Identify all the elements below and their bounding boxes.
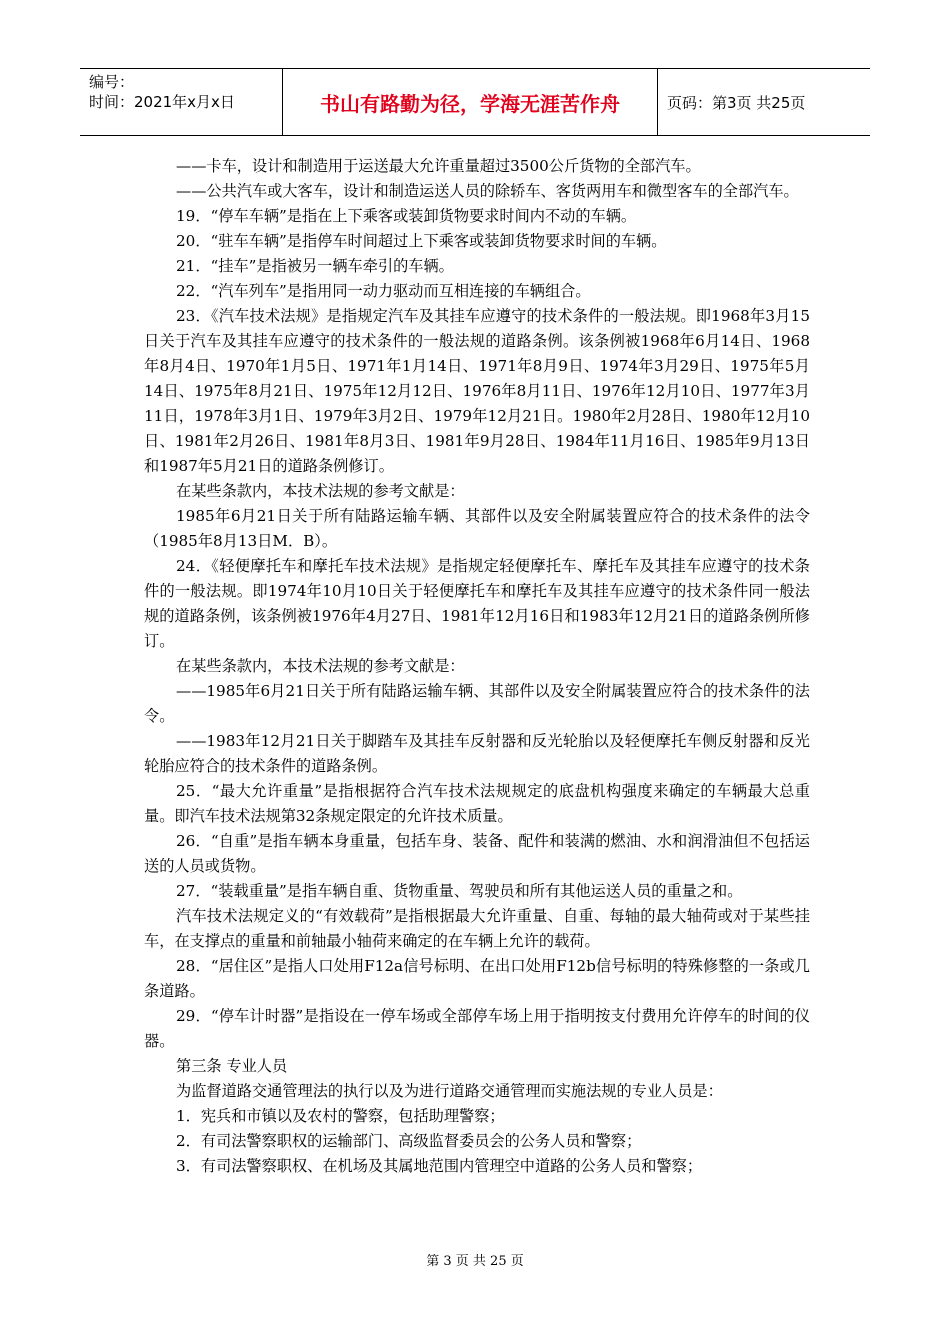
page-header <box>80 68 870 136</box>
paragraph: 24．《轻便摩托车和摩托车技术法规》是指规定轻便摩托车、摩托车及其挂车应遵守的技术条件的一般法规。即1974年10月10日关于轻便摩托车和摩托车及其挂车应遵守的技术条件同一般法规的道路条例，该条例被1976年4月27日、1981年12月16日和1983年12月21日的道路条例所修订。 <box>144 557 810 650</box>
paragraph: 27．“装载重量”是指车辆自重、货物重量、驾驶员和所有其他运送人员的重量之和。 <box>176 882 743 900</box>
paragraph: ——卡车，设计和制造用于运送最大允许重量超过3500公斤货物的全部汽车。 <box>176 157 701 175</box>
paragraph: ——1985年6月21日关于所有陆路运输车辆、其部件以及安全附属装置应符合的技术条件的法令。 <box>144 682 810 725</box>
paragraph: 为监督道路交通管理法的执行以及为进行道路交通管理而实施法规的专业人员是： <box>176 1082 723 1100</box>
document-date-label: 时间：2021年x月x日 <box>89 93 235 111</box>
header-motto: 书山有路勤为径，学海无涯苦作舟 <box>283 69 658 135</box>
paragraph: 21．“挂车”是指被另一辆车牵引的车辆。 <box>176 257 454 275</box>
document-number-label: 编号： <box>89 73 135 91</box>
paragraph: 25．“最大允许重量”是指根据符合汽车技术法规规定的底盘机构强度来确定的车辆最大总重量。即汽车技术法规第32条规定限定的允许技术质量。 <box>144 782 810 825</box>
section-heading: 第三条 专业人员 <box>176 1057 288 1075</box>
page-footer: 第 3 页 共 25 页 <box>426 1254 524 1269</box>
paragraph: 29．“停车计时器”是指设在一停车场或全部停车场上用于指明按支付费用允许停车的时间的仪器。 <box>144 1007 810 1050</box>
paragraph: 22．“汽车列车”是指用同一动力驱动而互相连接的车辆组合。 <box>176 282 591 300</box>
paragraph: 23．《汽车技术法规》是指规定汽车及其挂车应遵守的技术条件的一般法规。即1968年3月15日关于汽车及其挂车应遵守的技术条件的一般法规的道路条例。该条例被1968年6月14日、1968年8月4日、1970年1月5日、1971年1月14日、1971年8月9日、1974年3月29日、1975年5月14日、1975年8月21日、1975年12月12日、1976年8月11日、1976年12月10日、1977年3月11日，1978年3月1日、1979年3月2日、1979年12月21日。1980年2月28日、1980年12月10日、1981年2月26日、1981年8月3日、1981年9月28日、1984年11月16日、1985年9月13日和1987年5月21日的道路条例修订。 <box>144 307 810 475</box>
paragraph: 在某些条款内，本技术法规的参考文献是： <box>176 657 465 675</box>
paragraph: 在某些条款内，本技术法规的参考文献是： <box>176 482 465 500</box>
header-meta <box>80 69 283 135</box>
paragraph: 1985年6月21日关于所有陆路运输车辆、其部件以及安全附属装置应符合的技术条件的法令（1985年8月13日M．B）。 <box>144 507 810 550</box>
document-body <box>144 154 810 1179</box>
paragraph: 19．“停车车辆”是指在上下乘客或装卸货物要求时间内不动的车辆。 <box>176 207 637 225</box>
paragraph: 汽车技术法规定义的“有效载荷”是指根据最大允许重量、自重、每轴的最大轴荷或对于某些挂车，在支撑点的重量和前轴最小轴荷来确定的在车辆上允许的载荷。 <box>144 907 810 950</box>
paragraph: ——1983年12月21日关于脚踏车及其挂车反射器和反光轮胎以及轻便摩托车侧反射器和反光轮胎应符合的技术条件的道路条例。 <box>144 732 810 775</box>
paragraph: ——公共汽车或大客车，设计和制造运送人员的除轿车、客货两用车和微型客车的全部汽车。 <box>176 182 799 200</box>
header-page-label: 页码：第3页 共25页 <box>667 93 806 112</box>
paragraph: 26．“自重”是指车辆本身重量，包括车身、装备、配件和装满的燃油、水和润滑油但不包括运送的人员或货物。 <box>144 832 810 875</box>
list-item: 2．有司法警察职权的运输部门、高级监督委员会的公务人员和警察； <box>176 1132 642 1150</box>
list-item: 3．有司法警察职权、在机场及其属地范围内管理空中道路的公务人员和警察； <box>176 1157 703 1175</box>
list-item: 1．宪兵和市镇以及农村的警察，包括助理警察； <box>176 1107 505 1125</box>
paragraph: 28．“居住区”是指人口处用F12a信号标明、在出口处用F12b信号标明的特殊修整的一条或几条道路。 <box>144 957 810 1000</box>
paragraph: 20．“驻车车辆”是指停车时间超过上下乘客或装卸货物要求时间的车辆。 <box>176 232 667 250</box>
